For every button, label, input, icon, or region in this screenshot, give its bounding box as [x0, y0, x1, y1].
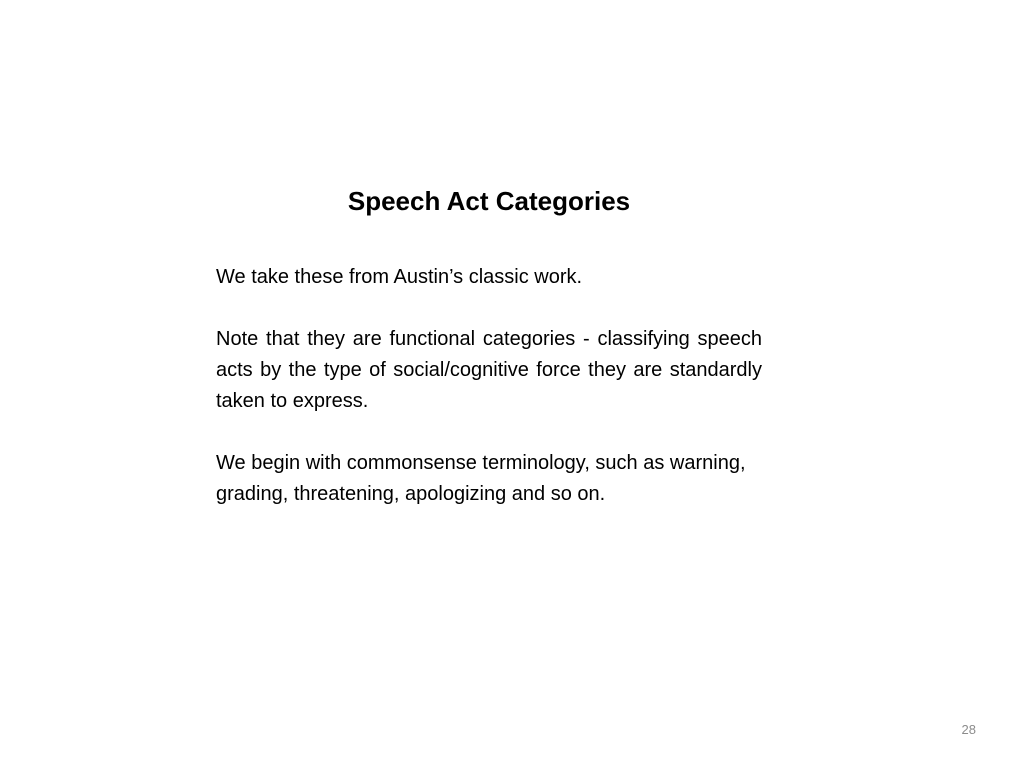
slide-title: Speech Act Categories [347, 186, 631, 216]
paragraph-functional-categories: Note that they are functional categories - classifying speech acts by the type of social/cognitive force they are standardly taken to express. [216, 328, 762, 412]
paragraph-commonsense-terminology: We begin with commonsense terminology, such as warning, grading, threatening, apologizing and so on. [216, 452, 746, 505]
slide-body [216, 262, 762, 541]
slide-number: 28 [961, 722, 976, 737]
paragraph-austin-source: We take these from Austin’s classic work. [216, 266, 583, 288]
